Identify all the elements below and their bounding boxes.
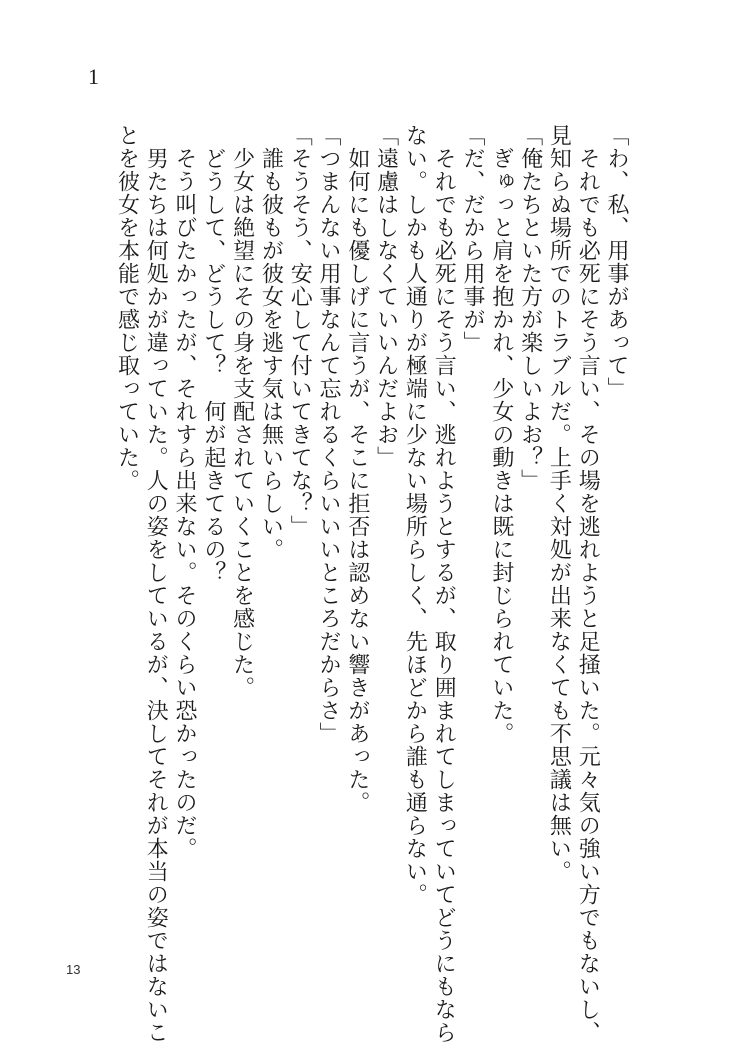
text-line: それでも必死にそう言い、逃れようとするが、取り囲まれてしまっていてどうにもなら — [431, 124, 457, 1044]
text-line: それでも必死にそう言い、その場を逃れようと足掻いた。元々気の強い方でもないし、 — [575, 124, 601, 1044]
vertical-text-body — [112, 124, 630, 1044]
text-line: 「だ、だから用事が」 — [460, 124, 486, 354]
text-line: 如何にも優しげに言うが、そこに拒否は認めない響きがあった。 — [344, 124, 370, 814]
text-line: どうして、どうして？ 何が起きてるの？ — [200, 124, 226, 584]
text-line: ない。しかも人通りが極端に少ない場所らしく、先ほどから誰も通らない。 — [402, 124, 428, 906]
text-line: ぎゅっと肩を抱かれ、少女の動きは既に封じられていた。 — [488, 124, 514, 745]
text-line: 誰も彼もが彼女を逃す気は無いらしい。 — [258, 124, 284, 561]
chapter-number: 1 — [88, 64, 99, 89]
text-line: 「つまんない用事なんて忘れるくらいいいところだからさ」 — [316, 124, 342, 745]
text-line: とを彼女を本能で感じ取っていた。 — [114, 124, 140, 492]
page-number: 13 — [66, 962, 81, 977]
text-line: 「遠慮はしなくていいんだよお」 — [373, 124, 399, 469]
text-line: 「そうそう、安心して付いてきてな？」 — [287, 124, 313, 538]
text-line: 見知らぬ場所でのトラブルだ。上手く対処が出来なくても不思議は無い。 — [546, 124, 572, 883]
text-line: 「わ、私、用事があって」 — [604, 124, 629, 400]
text-line: 男たちは何処かが違っていた。人の姿をしているが、決してそれが本当の姿ではないこ — [143, 124, 169, 1044]
text-line: そう叫びたかったが、それすら出来ない。そのくらい恐かったのだ。 — [172, 124, 198, 860]
text-line: 少女は絶望にその身を支配されていくことを感じた。 — [229, 124, 255, 699]
text-line: 「俺たちといた方が楽しいよお？」 — [517, 124, 543, 492]
